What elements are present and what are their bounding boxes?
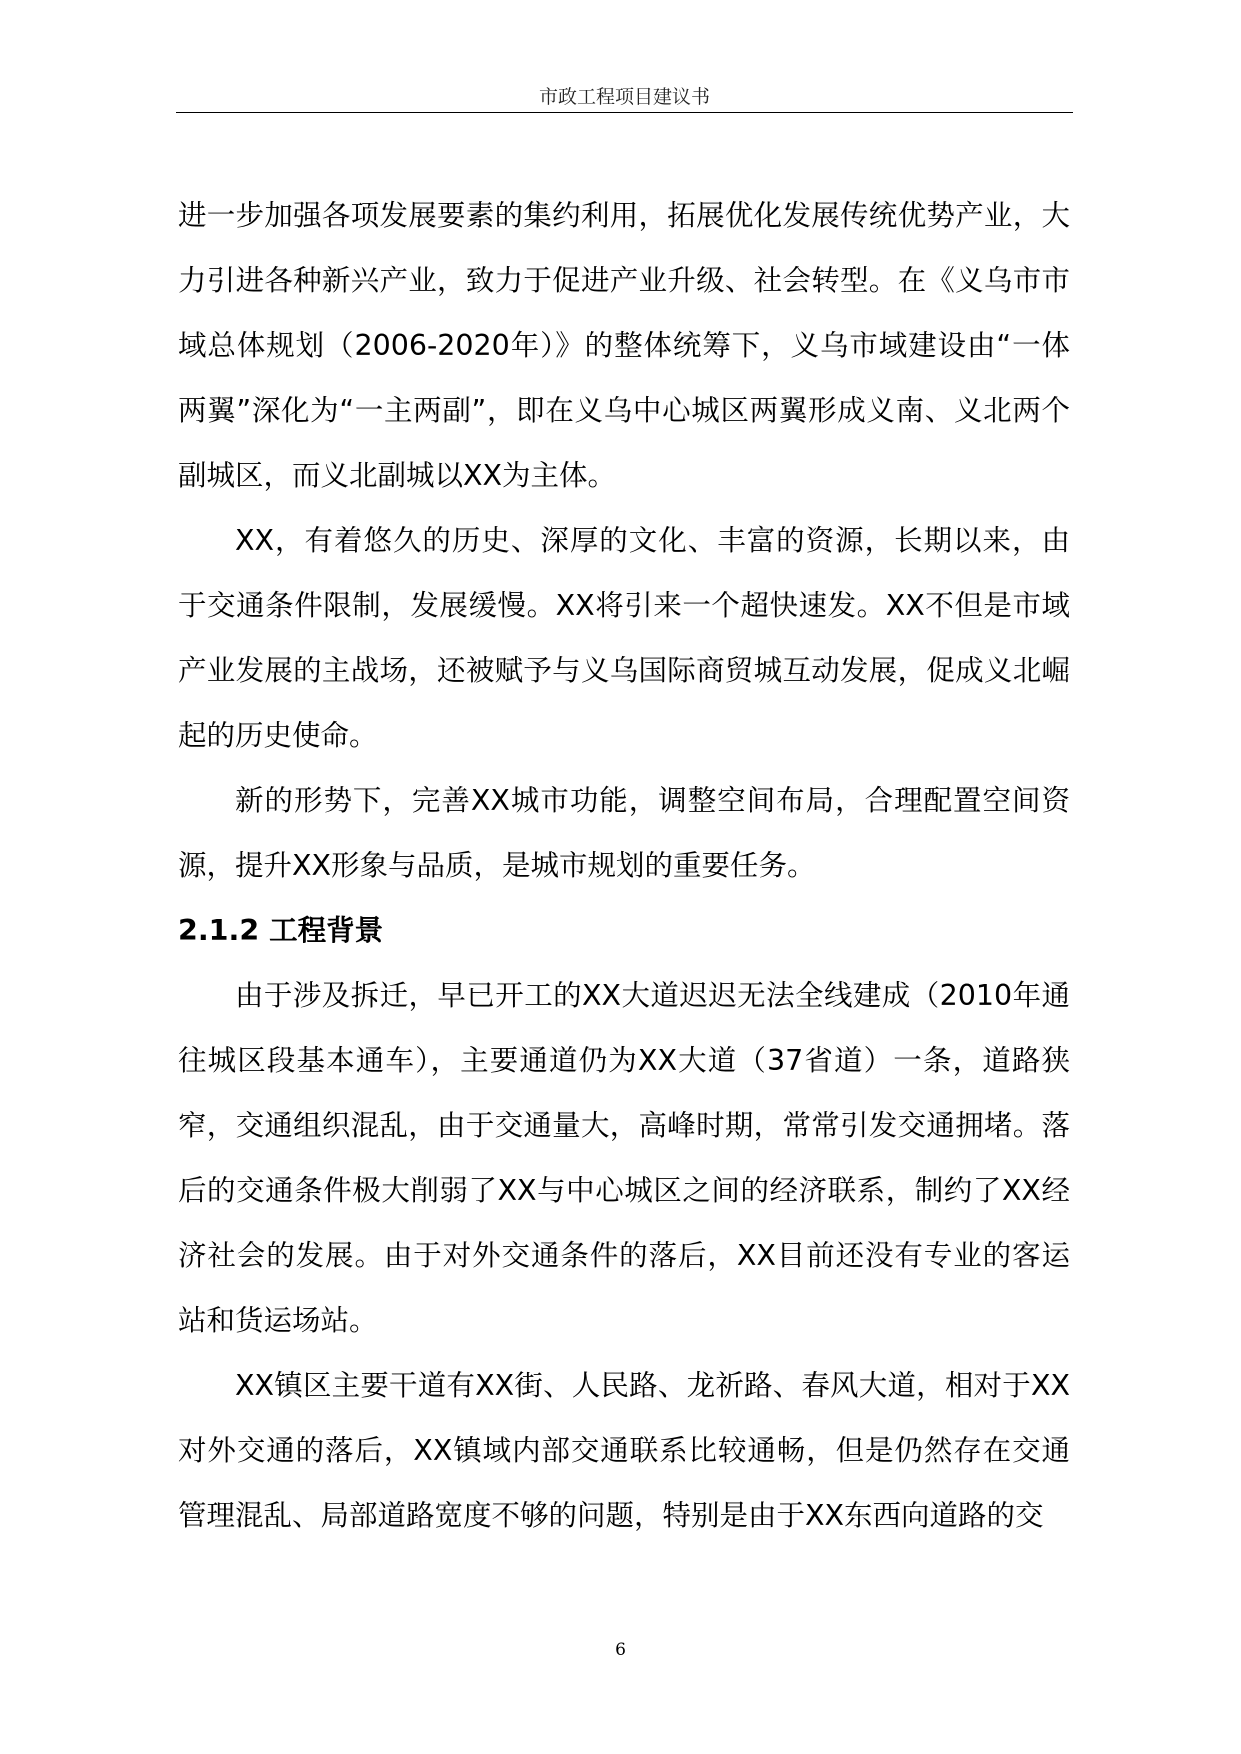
page-number: 6 bbox=[615, 1640, 626, 1660]
paragraph-5: XX镇区主要干道有XX街、人民路、龙祈路、春风大道，相对于XX对外交通的落后，XX镇域内部交通联系比较通畅，但是仍然存在交通管理混乱、局部道路宽度不够的问题，特别是由于XX东西向道路的交 bbox=[178, 1369, 1070, 1532]
paragraph-3: 新的形势下，完善XX城市功能，调整空间布局，合理配置空间资源，提升XX形象与品质，是城市规划的重要任务。 bbox=[178, 784, 1070, 882]
paragraph-1: 进一步加强各项发展要素的集约利用，拓展优化发展传统优势产业，大力引进各种新兴产业，致力于促进产业升级、社会转型。在《义乌市市域总体规划（2006-2020年）》的整体统筹下，义乌市域建设由“一体两翼”深化为“一主两副”，即在义乌中心城区两翼形成义南、义北两个副城区，而义北副城以XX为主体。 bbox=[178, 199, 1070, 492]
section-heading: 2.1.2 工程背景 bbox=[178, 914, 384, 947]
header-divider bbox=[176, 112, 1073, 113]
paragraph-2: XX，有着悠久的历史、深厚的文化、丰富的资源，长期以来，由于交通条件限制，发展缓慢。XX将引来一个超快速发。XX不但是市域产业发展的主战场，还被赋予与义乌国际商贸城互动发展，促成义北崛起的历史使命。 bbox=[178, 524, 1070, 752]
paragraph-4: 由于涉及拆迁，早已开工的XX大道迟迟无法全线建成（2010年通往城区段基本通车），主要通道仍为XX大道（37省道）一条，道路狭窄，交通组织混乱，由于交通量大，高峰时期，常常引发交通拥堵。落后的交通条件极大削弱了XX与中心城区之间的经济联系，制约了XX经济社会的发展。由于对外交通条件的落后，XX目前还没有专业的客运站和货运场站。 bbox=[178, 979, 1070, 1337]
page-header: 市政工程项目建议书 bbox=[538, 86, 710, 108]
document-body bbox=[178, 183, 1070, 1548]
